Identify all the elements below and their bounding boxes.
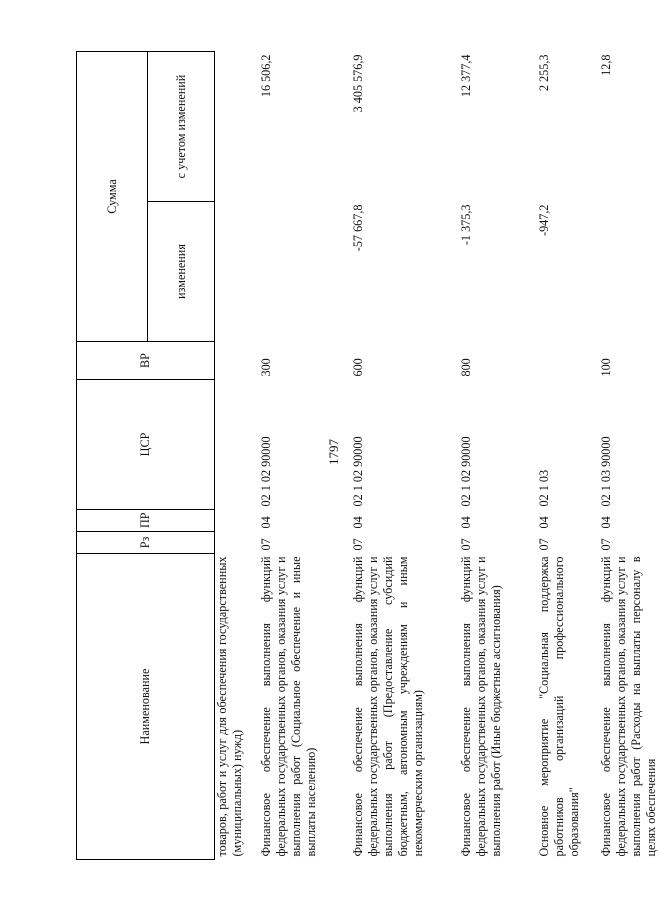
row-csr: 02 1 02 90000 bbox=[259, 436, 273, 507]
header-name: Наименование bbox=[77, 554, 215, 860]
table-row bbox=[599, 51, 659, 859]
row-name: Основное мероприятие "Социальная поддержка работников организаций профессионального образования" bbox=[537, 556, 581, 857]
page-number: 1797 bbox=[326, 439, 341, 465]
budget-table bbox=[76, 51, 659, 860]
row-csr bbox=[215, 380, 260, 510]
row-csr: 02 1 02 90000 bbox=[351, 436, 365, 507]
rotated-table-wrapper bbox=[76, 52, 658, 860]
header-with-changes: с учетом изменений bbox=[148, 51, 215, 201]
row-change: -1 375,3 bbox=[459, 204, 473, 246]
row-pr: 04 bbox=[599, 516, 613, 529]
row-pr: 04 bbox=[537, 516, 551, 529]
row-total: 16 506,2 bbox=[259, 54, 273, 98]
row-total: 2 255,3 bbox=[537, 54, 551, 92]
header-csr: ЦСР bbox=[77, 380, 215, 510]
row-rz: 07 bbox=[599, 538, 613, 551]
row-total: 12 377,4 bbox=[459, 54, 473, 98]
row-vr bbox=[537, 342, 599, 380]
row-rz: 07 bbox=[351, 538, 365, 551]
table-row bbox=[351, 51, 459, 859]
row-rz bbox=[215, 532, 260, 554]
header-changes: изменения bbox=[148, 202, 215, 342]
row-total: 3 405 576,9 bbox=[351, 54, 365, 113]
row-vr: 800 bbox=[459, 358, 473, 377]
table-row bbox=[459, 51, 537, 859]
header-pr: ПР bbox=[77, 510, 215, 532]
table-row bbox=[215, 51, 260, 859]
row-pr: 04 bbox=[459, 516, 473, 529]
row-change bbox=[259, 202, 351, 342]
row-total: 12,8 bbox=[599, 54, 613, 76]
table-row bbox=[259, 51, 351, 859]
header-sum: Сумма bbox=[77, 51, 148, 341]
row-csr: 02 1 03 bbox=[537, 469, 551, 507]
table-row bbox=[537, 51, 599, 859]
row-csr: 02 1 02 90000 bbox=[459, 436, 473, 507]
row-rz: 07 bbox=[537, 538, 551, 551]
row-vr: 600 bbox=[351, 358, 365, 377]
row-change bbox=[215, 202, 260, 342]
row-rz: 07 bbox=[459, 538, 473, 551]
row-vr: 100 bbox=[599, 358, 613, 377]
header-rz: Рз bbox=[77, 532, 215, 554]
row-vr: 300 bbox=[259, 358, 273, 377]
row-name: Финансовое обеспечение выполнения функций федеральных государственных органов, оказания услуг и выполнения работ (Расходы на выплаты персоналу в целях обеспечения bbox=[599, 556, 658, 857]
row-name: товаров, работ и услуг для обеспечения государственных (муниципальных) нужд) bbox=[215, 556, 244, 857]
row-change: -57 667,8 bbox=[351, 204, 365, 252]
row-change: -947,2 bbox=[537, 204, 551, 236]
row-name: Финансовое обеспечение выполнения функций федеральных государственных органов, оказания услуг и выполнения работ (Социальное обеспечение и иные выплаты населению) bbox=[259, 556, 318, 857]
row-pr bbox=[215, 510, 260, 532]
row-name: Финансовое обеспечение выполнения функций федеральных государственных органов, оказания услуг и выполнения работ (Иные бюджетные ассигнования) bbox=[459, 556, 503, 857]
header-vr: ВР bbox=[77, 342, 215, 380]
row-total bbox=[215, 51, 260, 201]
row-pr: 04 bbox=[351, 516, 365, 529]
row-change bbox=[599, 202, 659, 342]
row-vr bbox=[215, 342, 260, 380]
row-rz: 07 bbox=[259, 538, 273, 551]
row-pr: 04 bbox=[259, 516, 273, 529]
row-csr: 02 1 03 90000 bbox=[599, 436, 613, 507]
row-name: Финансовое обеспечение выполнения функций федеральных государственных органов, оказания услуг и выполнения работ (Предоставление субсидий бюджетным, автономным учреждениям и иным некоммерческим организациям) bbox=[351, 556, 425, 857]
